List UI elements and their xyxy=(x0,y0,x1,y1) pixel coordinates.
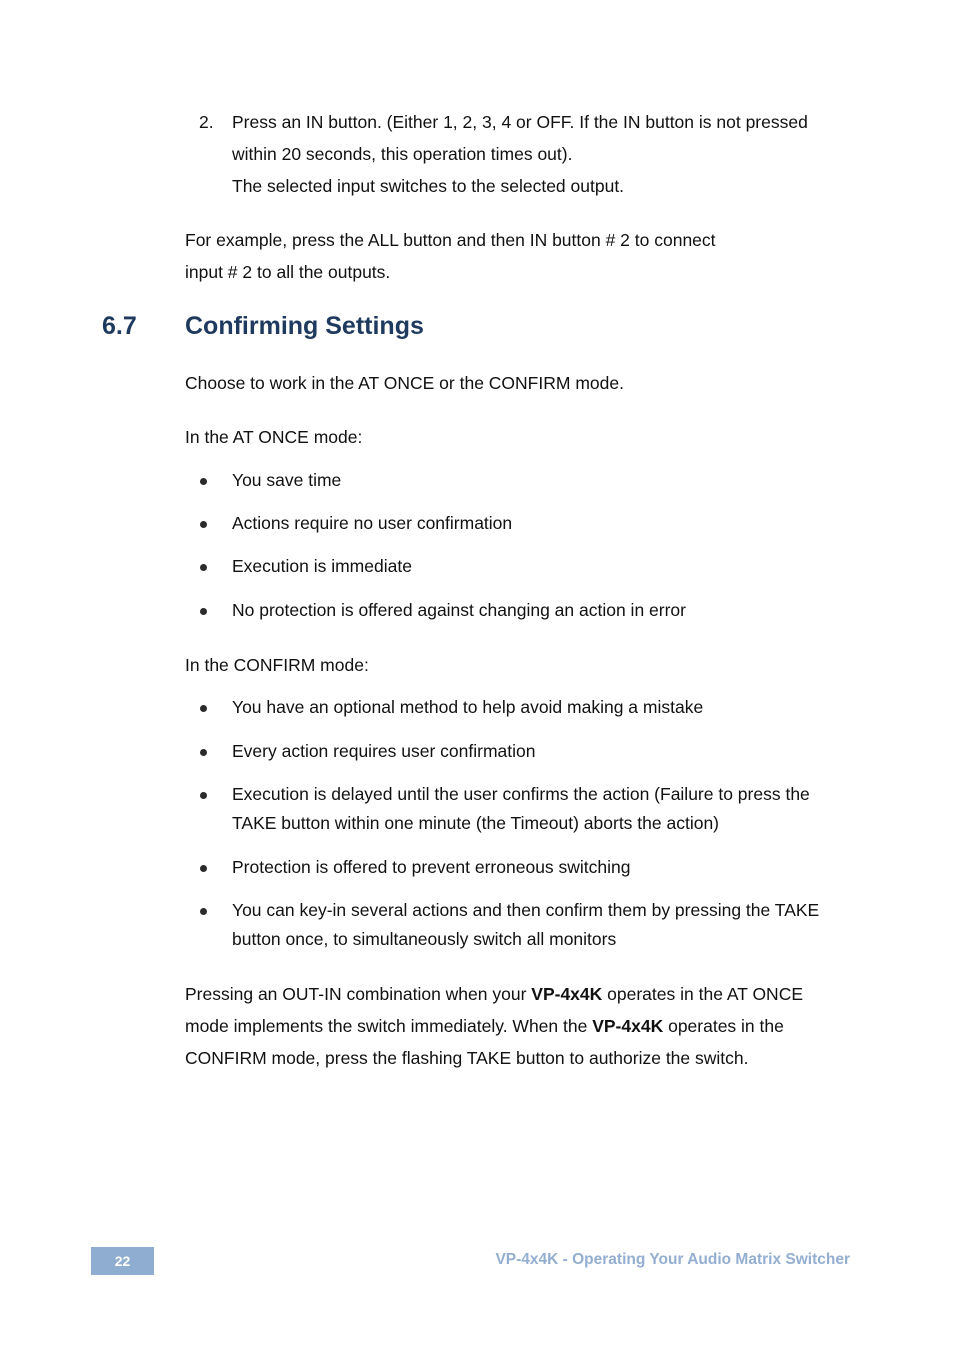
closing-line-2 xyxy=(185,1010,784,1042)
page-number: 22 xyxy=(91,1247,154,1275)
closing-text: mode implements the switch immediately. When the xyxy=(185,1016,593,1036)
bullet-icon xyxy=(200,705,207,712)
confirm-item: You have an optional method to help avoid making a mistake xyxy=(232,697,704,717)
bullet-icon xyxy=(200,908,207,915)
bullet-icon xyxy=(200,792,207,799)
example-line-1: For example, press the ALL button and then IN button # 2 to connect xyxy=(185,230,716,250)
footer-title: VP-4x4K - Operating Your Audio Matrix Switcher xyxy=(495,1251,850,1268)
closing-text: Pressing an OUT-IN combination when your xyxy=(185,984,532,1004)
confirm-item: You can key-in several actions and then confirm them by pressing the TAKE xyxy=(232,900,820,920)
bullet-icon xyxy=(200,478,207,485)
bullet-icon xyxy=(200,521,207,528)
bullet-icon xyxy=(200,749,207,756)
step-text-line-1: Press an IN button. (Either 1, 2, 3, 4 or OFF. If the IN button is not pressed xyxy=(232,112,808,132)
bullet-icon xyxy=(200,564,207,571)
confirm-item-continued: button once, to simultaneously switch all monitors xyxy=(232,929,617,949)
section-title: Confirming Settings xyxy=(185,312,424,340)
product-name: VP-4x4K xyxy=(592,1016,664,1036)
closing-line-1 xyxy=(185,978,803,1010)
at-once-item: Execution is immediate xyxy=(232,556,412,576)
at-once-item: No protection is offered against changing an action in error xyxy=(232,600,686,620)
bullet-icon xyxy=(200,608,207,615)
at-once-item: Actions require no user confirmation xyxy=(232,513,513,533)
at-once-item: You save time xyxy=(232,470,342,490)
closing-text: operates in the xyxy=(663,1016,784,1036)
example-line-2: input # 2 to all the outputs. xyxy=(185,262,391,282)
confirm-item: Protection is offered to prevent erroneous switching xyxy=(232,857,631,877)
intro-text: Choose to work in the AT ONCE or the CONFIRM mode. xyxy=(185,373,624,393)
step-number: 2. xyxy=(199,112,214,132)
confirm-item-continued: TAKE button within one minute (the Timeout) aborts the action) xyxy=(232,813,720,833)
section-number: 6.7 xyxy=(102,312,137,340)
closing-text: operates in the AT ONCE xyxy=(602,984,803,1004)
closing-line-3: CONFIRM mode, press the flashing TAKE button to authorize the switch. xyxy=(185,1048,749,1068)
product-name: VP-4x4K xyxy=(531,984,603,1004)
confirm-item: Execution is delayed until the user confirms the action (Failure to press the xyxy=(232,784,810,804)
step-text-line-2: within 20 seconds, this operation times out). xyxy=(232,144,573,164)
step-text-line-3: The selected input switches to the selected output. xyxy=(232,176,625,196)
bullet-icon xyxy=(200,865,207,872)
at-once-heading: In the AT ONCE mode: xyxy=(185,427,363,447)
confirm-item: Every action requires user confirmation xyxy=(232,741,536,761)
confirm-heading: In the CONFIRM mode: xyxy=(185,655,369,675)
